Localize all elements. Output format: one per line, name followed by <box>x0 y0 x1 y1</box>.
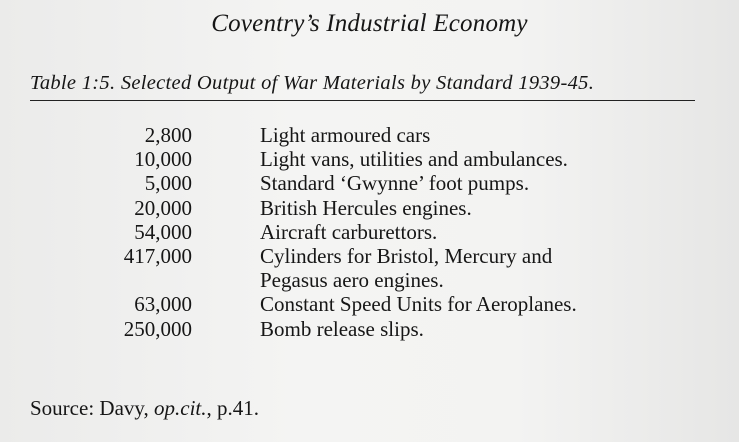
table-row <box>0 171 739 195</box>
quantity-cell: 2,800 <box>144 123 192 147</box>
item-cell <box>260 292 720 316</box>
item-line: Light vans, utilities and ambulances. <box>260 147 568 172</box>
item-line: Cylinders for Bristol, Mercury and <box>260 243 553 268</box>
item-line: Pegasus aero engines. <box>260 268 444 293</box>
item-cell <box>260 244 720 292</box>
table-row <box>0 220 739 244</box>
table-row <box>0 292 739 316</box>
item-line: British Hercules engines. <box>260 195 472 220</box>
table-row <box>0 244 739 292</box>
quantity-cell: 54,000 <box>134 219 192 244</box>
quantity-cell: 5,000 <box>144 171 192 196</box>
quantity-cell: 63,000 <box>134 292 192 317</box>
source-citation: op.cit. <box>154 396 207 420</box>
quantity-cell: 20,000 <box>134 195 192 220</box>
quantity-cell: 417,000 <box>123 243 192 268</box>
running-head: Coventry’s Industrial Economy <box>211 10 528 37</box>
source-suffix: , p.41. <box>206 396 260 420</box>
quantity-cell: 10,000 <box>134 147 192 172</box>
table-row <box>0 317 739 341</box>
item-line: Constant Speed Units for Aeroplanes. <box>260 292 577 317</box>
item-line: Bomb release slips. <box>260 316 424 341</box>
item-cell <box>260 147 720 171</box>
item-cell <box>260 317 720 341</box>
item-cell <box>260 196 720 220</box>
source-prefix: Source: Davy, <box>30 396 155 420</box>
table-row <box>0 123 739 147</box>
quantity-cell: 250,000 <box>123 316 192 341</box>
table-caption: Table 1:5. Selected Output of War Materials by Standard 1939-45. <box>30 72 595 94</box>
table-row <box>0 196 739 220</box>
item-line: Standard ‘Gwynne’ foot pumps. <box>260 171 530 196</box>
item-cell <box>260 171 720 195</box>
item-cell <box>260 220 720 244</box>
table-row <box>0 147 739 171</box>
item-line: Light armoured cars <box>260 123 431 147</box>
item-cell <box>260 123 720 147</box>
output-table <box>0 123 739 341</box>
item-line: Aircraft carburettors. <box>260 219 438 244</box>
source-note <box>30 396 259 421</box>
caption-underline <box>30 100 695 101</box>
